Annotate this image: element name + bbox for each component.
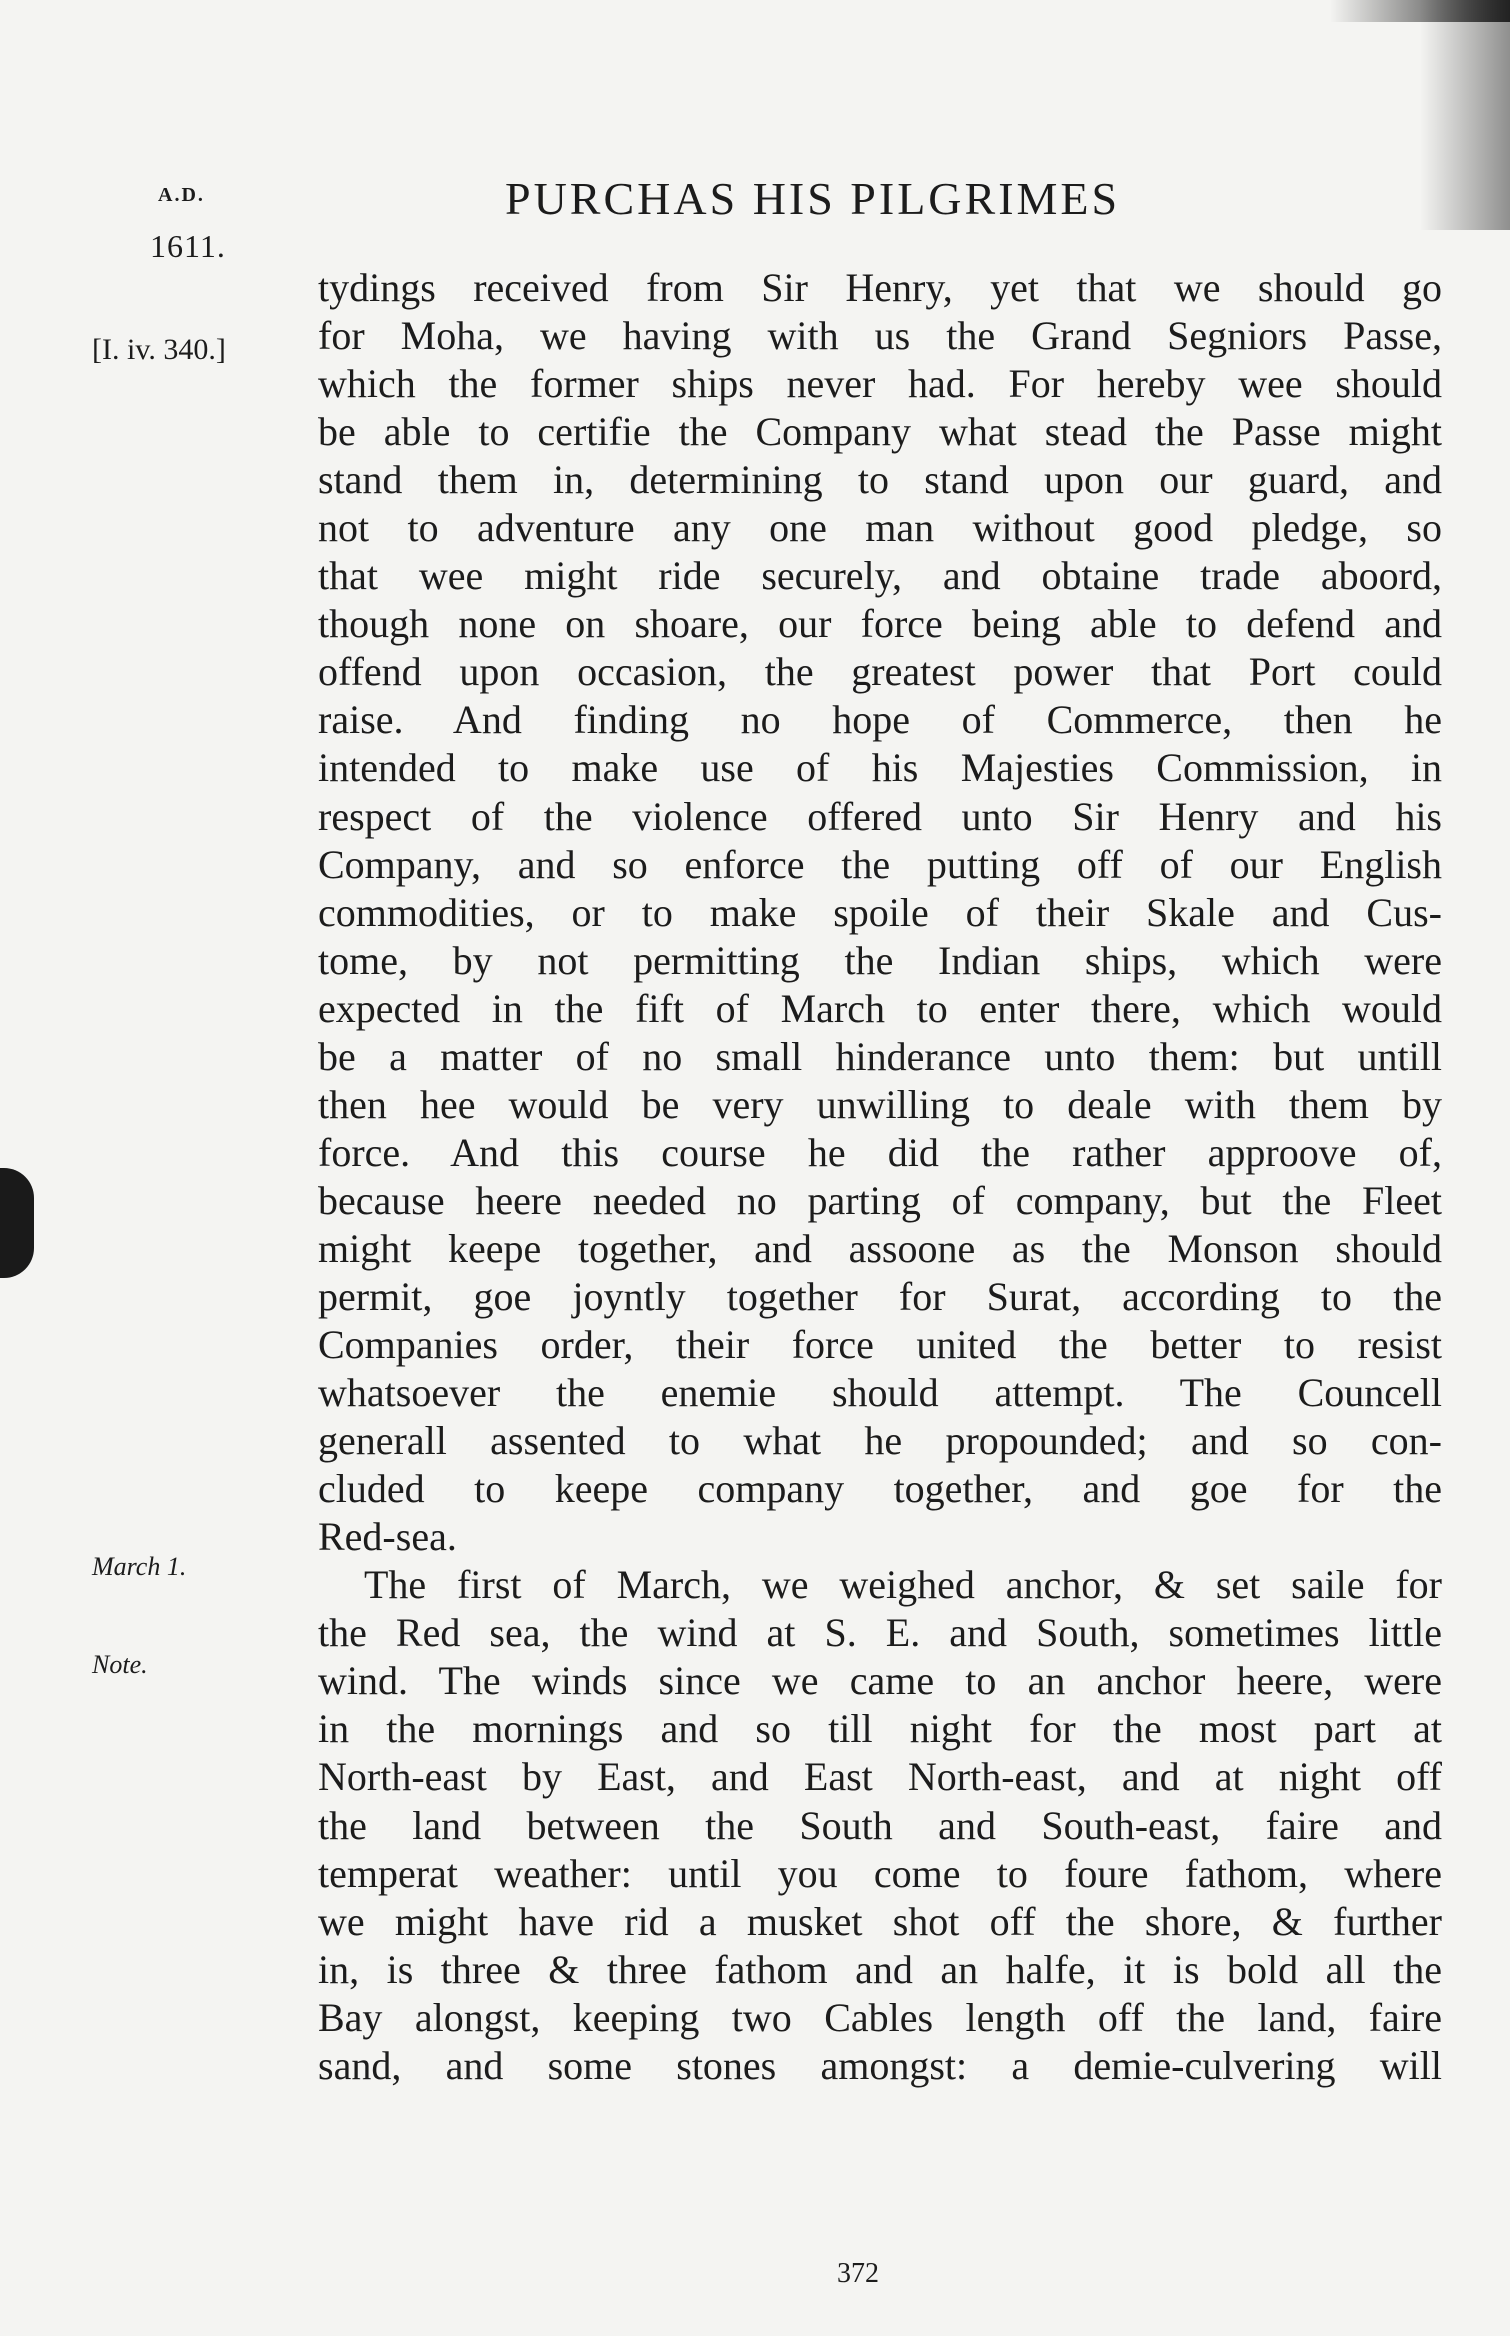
text-line: that wee might ride securely, and obtaine trade aboord, [318, 553, 1442, 599]
text-line: expected in the fift of March to enter there, which would [318, 985, 1442, 1031]
text-line: intended to make use of his Majesties Commission, in [318, 745, 1442, 791]
text-line: North-east by East, and East North-east, and at night off [318, 1754, 1442, 1800]
text-line: tome, by not permitting the Indian ships, which were [318, 937, 1442, 983]
thumb-shadow [0, 1168, 34, 1278]
text-line: not to adventure any one man without good pledge, so [318, 505, 1442, 551]
text-line: cluded to keepe company together, and goe for the [318, 1466, 1442, 1512]
text-line: Bay alongst, keeping two Cables length off the land, faire [318, 1994, 1442, 2040]
page-corner-shadow [1330, 0, 1510, 22]
text-line: in, is three & three fathom and an halfe, it is bold all the [318, 1946, 1442, 1992]
body-text [318, 264, 1442, 2090]
text-line: permit, goe joyntly together for Surat, according to the [318, 1273, 1442, 1319]
year-label: 1611. [150, 228, 226, 264]
text-line: might keepe together, and assoone as the Monson should [318, 1225, 1442, 1271]
margin-note-label: Note. [92, 1650, 148, 1679]
text-line: temperat weather: until you come to foure fathom, where [318, 1850, 1442, 1896]
text-line: the land between the South and South-east, faire and [318, 1802, 1442, 1848]
text-line: The first of March, we weighed anchor, & set saile for [364, 1562, 1442, 1608]
text-line: respect of the violence offered unto Sir Henry and his [318, 793, 1442, 839]
text-line: stand them in, determining to stand upon our guard, and [318, 457, 1442, 503]
text-line: Red-sea. [318, 1514, 457, 1560]
text-line: whatsoever the enemie should attempt. The Councell [318, 1370, 1442, 1416]
page-edge-shadow [1420, 0, 1510, 230]
text-line: because heere needed no parting of company, but the Fleet [318, 1177, 1442, 1223]
text-line: Companies order, their force united the better to resist [318, 1322, 1442, 1368]
text-line: which the former ships never had. For hereby wee should [318, 361, 1442, 407]
text-line: sand, and some stones amongst: a demie-culvering will [318, 2042, 1442, 2088]
running-title: PURCHAS HIS PILGRIMES [505, 173, 1121, 224]
text-line: we might have rid a musket shot off the shore, & further [318, 1898, 1442, 1944]
text-line: be a matter of no small hinderance unto them: but untill [318, 1033, 1442, 1079]
text-line: the Red sea, the wind at S. E. and South, sometimes little [318, 1610, 1442, 1656]
text-line: raise. And finding no hope of Commerce, then he [318, 697, 1442, 743]
text-line: offend upon occasion, the greatest power that Port could [318, 649, 1442, 695]
text-line: wind. The winds since we came to an anchor heere, were [318, 1658, 1442, 1704]
text-line: though none on shoare, our force being able to defend and [318, 601, 1442, 647]
text-line: tydings received from Sir Henry, yet that we should go [318, 265, 1442, 310]
text-line: commodities, or to make spoile of their Skale and Cus- [318, 889, 1442, 935]
text-line: for Moha, we having with us the Grand Segniors Passe, [318, 313, 1442, 359]
text-line: generall assented to what he propounded; and so con- [318, 1418, 1442, 1464]
page-number: 372 [837, 2258, 879, 2289]
text-line: force. And this course he did the rather approove of, [318, 1129, 1442, 1175]
era-label: A.D. [158, 184, 205, 206]
text-line: be able to certifie the Company what stead the Passe might [318, 409, 1442, 455]
text-line: Company, and so enforce the putting off of our English [318, 841, 1442, 887]
margin-reference: [I. iv. 340.] [92, 333, 226, 366]
text-line: in the mornings and so till night for the most part at [318, 1706, 1442, 1752]
text-line: then hee would be very unwilling to deale with them by [318, 1081, 1442, 1127]
margin-date-note: March 1. [92, 1552, 187, 1581]
